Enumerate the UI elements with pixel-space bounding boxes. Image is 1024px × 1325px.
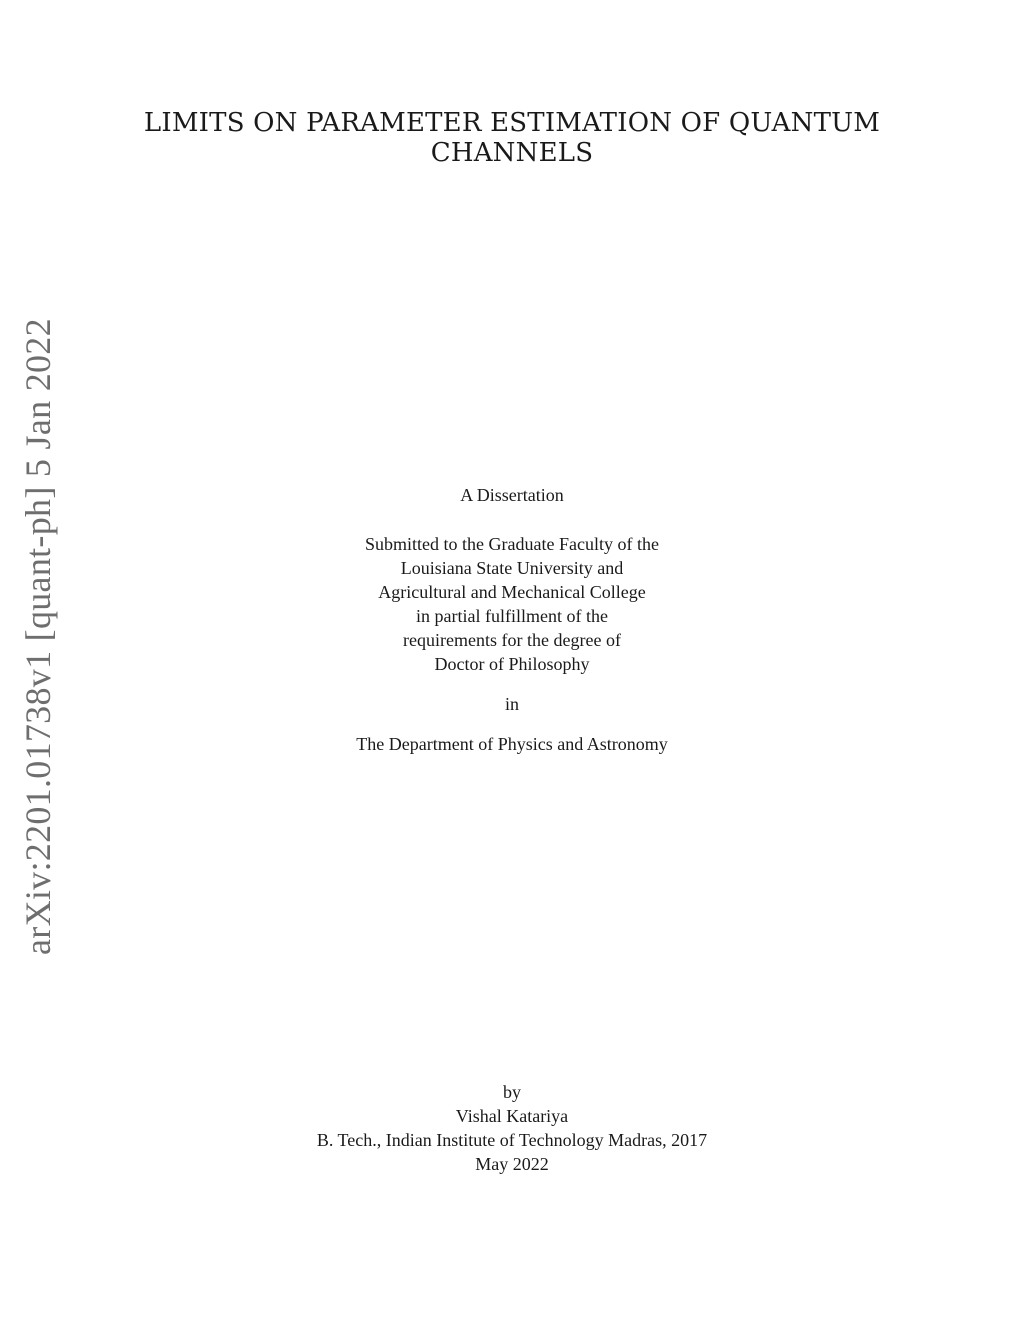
dissertation-title [0, 108, 1024, 168]
submission-line: Agricultural and Mechanical College [378, 582, 646, 602]
title-line-1: LIMITS ON PARAMETER ESTIMATION OF QUANTUM [143, 108, 881, 138]
by-word: by [503, 1082, 521, 1102]
dissertation-label [0, 483, 1024, 507]
submission-line: Louisiana State University and [400, 558, 624, 578]
in-word-text: in [504, 694, 519, 714]
title-line-2: CHANNELS [430, 138, 594, 168]
submission-line: requirements for the degree of [403, 630, 621, 650]
author-block [0, 1080, 1024, 1176]
dissertation-label-text: A Dissertation [460, 485, 564, 505]
arxiv-identifier-stamp: arXiv:2201.01738v1 [quant-ph] 5 Jan 2022 [18, 318, 58, 955]
in-word [0, 692, 1024, 716]
author-name: Vishal Katariya [455, 1106, 569, 1126]
submission-line: Doctor of Philosophy [434, 654, 590, 674]
department-text: The Department of Physics and Astronomy [356, 734, 668, 754]
submission-line: Submitted to the Graduate Faculty of the [365, 534, 659, 554]
department-name [0, 732, 1024, 756]
submission-statement [0, 532, 1024, 676]
prior-degree: B. Tech., Indian Institute of Technology Madras, 2017 [316, 1130, 708, 1150]
submission-date: May 2022 [475, 1154, 549, 1174]
submission-line: in partial fulfillment of the [416, 606, 608, 626]
